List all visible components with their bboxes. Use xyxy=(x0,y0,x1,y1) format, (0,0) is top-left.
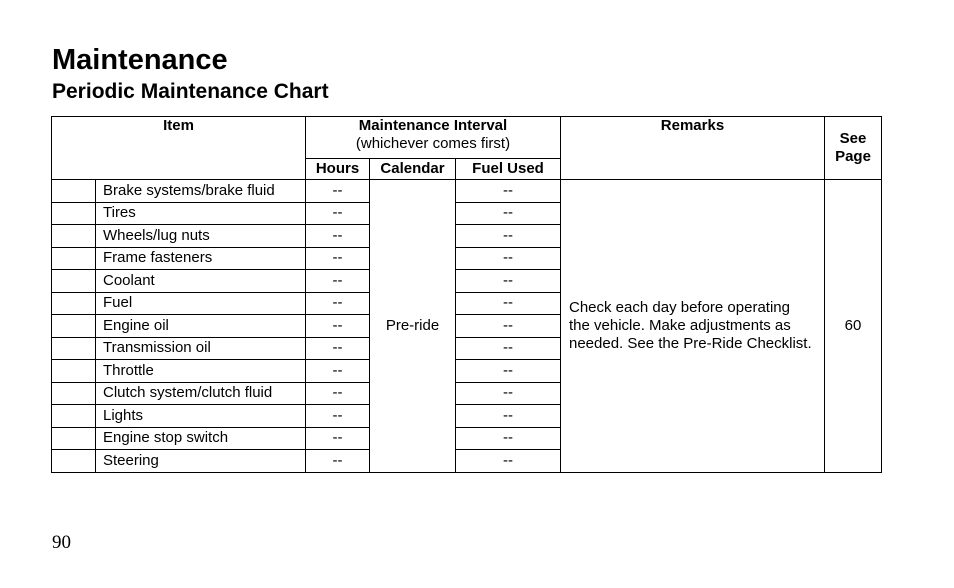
row-item-name: Fuel xyxy=(96,292,306,315)
header-calendar: Calendar xyxy=(370,159,456,180)
row-item-name: Engine stop switch xyxy=(96,427,306,450)
row-fuel-used: -- xyxy=(456,247,561,270)
row-fuel-used: -- xyxy=(456,180,561,203)
row-item-name: Coolant xyxy=(96,270,306,293)
header-interval-note: (whichever comes first) xyxy=(355,135,511,152)
row-hours: -- xyxy=(306,247,370,270)
row-fuel-used: -- xyxy=(456,315,561,338)
row-blank-cell xyxy=(52,337,96,360)
row-blank-cell xyxy=(52,360,96,383)
row-hours: -- xyxy=(306,337,370,360)
row-blank-cell xyxy=(52,202,96,225)
header-maintenance-interval xyxy=(306,117,561,159)
header-see-label: See xyxy=(839,130,867,147)
page-number: 90 xyxy=(52,532,71,553)
row-item-name: Tires xyxy=(96,202,306,225)
page-title: Maintenance xyxy=(52,44,228,76)
row-blank-cell xyxy=(52,292,96,315)
calendar-interval: Pre-ride xyxy=(370,180,456,473)
header-see-page xyxy=(825,117,882,180)
row-fuel-used: -- xyxy=(456,382,561,405)
row-blank-cell xyxy=(52,382,96,405)
row-item-name: Clutch system/clutch fluid xyxy=(96,382,306,405)
row-fuel-used: -- xyxy=(456,360,561,383)
row-hours: -- xyxy=(306,292,370,315)
row-hours: -- xyxy=(306,427,370,450)
header-remarks: Remarks xyxy=(561,117,825,180)
header-item: Item xyxy=(52,117,306,180)
row-item-name: Brake systems/brake fluid xyxy=(96,180,306,203)
row-blank-cell xyxy=(52,315,96,338)
row-hours: -- xyxy=(306,225,370,248)
row-hours: -- xyxy=(306,202,370,225)
row-blank-cell xyxy=(52,270,96,293)
row-fuel-used: -- xyxy=(456,405,561,428)
row-item-name: Frame fasteners xyxy=(96,247,306,270)
maintenance-table xyxy=(51,116,882,473)
header-interval-label: Maintenance Interval xyxy=(358,117,508,134)
chart-subtitle: Periodic Maintenance Chart xyxy=(52,80,329,103)
row-item-name: Engine oil xyxy=(96,315,306,338)
row-blank-cell xyxy=(52,180,96,203)
see-page-number: 60 xyxy=(825,180,882,473)
row-fuel-used: -- xyxy=(456,337,561,360)
row-fuel-used: -- xyxy=(456,202,561,225)
row-hours: -- xyxy=(306,180,370,203)
header-fuel-used: Fuel Used xyxy=(456,159,561,180)
row-hours: -- xyxy=(306,270,370,293)
row-fuel-used: -- xyxy=(456,270,561,293)
row-fuel-used: -- xyxy=(456,427,561,450)
header-page-label: Page xyxy=(835,148,871,165)
row-blank-cell xyxy=(52,450,96,473)
row-hours: -- xyxy=(306,360,370,383)
row-hours: -- xyxy=(306,382,370,405)
row-item-name: Lights xyxy=(96,405,306,428)
row-hours: -- xyxy=(306,450,370,473)
row-hours: -- xyxy=(306,405,370,428)
row-item-name: Steering xyxy=(96,450,306,473)
table-row xyxy=(52,180,882,203)
row-fuel-used: -- xyxy=(456,225,561,248)
row-hours: -- xyxy=(306,315,370,338)
row-blank-cell xyxy=(52,247,96,270)
row-item-name: Throttle xyxy=(96,360,306,383)
row-blank-cell xyxy=(52,405,96,428)
remarks-text: Check each day before operating the vehicle. Make adjustments as needed. See the Pre-Ride Checklist. xyxy=(561,180,825,473)
row-blank-cell xyxy=(52,427,96,450)
row-item-name: Wheels/lug nuts xyxy=(96,225,306,248)
row-item-name: Transmission oil xyxy=(96,337,306,360)
header-hours: Hours xyxy=(306,159,370,180)
row-fuel-used: -- xyxy=(456,292,561,315)
row-blank-cell xyxy=(52,225,96,248)
row-fuel-used: -- xyxy=(456,450,561,473)
